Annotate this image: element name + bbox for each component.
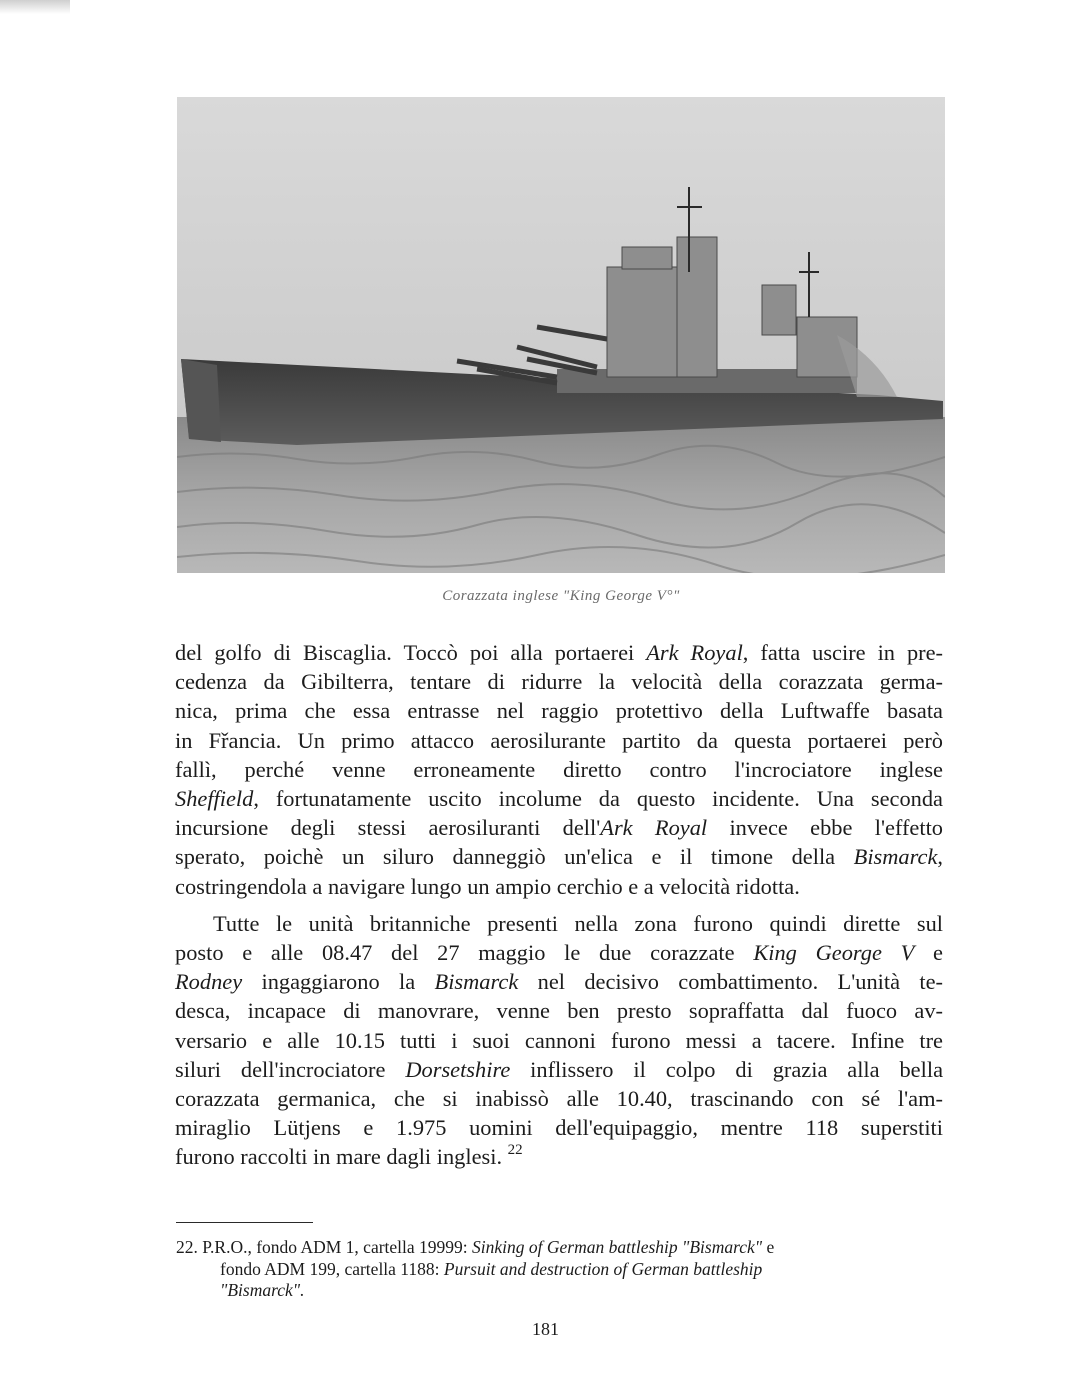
text-line: siluri dell'incrociatore Dorsetshire inflissero il colpo di grazia alla bella xyxy=(175,1056,944,1082)
footnote-divider xyxy=(176,1222,313,1223)
text-line: posto e alle 08.47 del 27 maggio le due corazzate King George V e xyxy=(175,940,943,966)
text-line: incursione degli stessi aerosiluranti dell'Ark Royal invece ebbe l'effetto xyxy=(175,815,943,841)
text-line: desca, incapace di manovrare, venne ben presto sopraffatta dal fuoco av- xyxy=(175,998,943,1024)
battleship-photo xyxy=(177,97,945,573)
text-line: costringendola a navigare lungo un ampio cerchio e a velocità ridotta. xyxy=(175,873,800,899)
text-line: furono raccolti in mare dagli inglesi. $^{22}$ xyxy=(175,1142,523,1170)
figure-caption: Corazzata inglese "King George V°" xyxy=(442,588,680,604)
text-line: corazzata germanica, che si inabissò alle 10.40, trascinando con sé l'am- xyxy=(175,1086,943,1112)
footnote-reference: 22 xyxy=(507,1142,523,1159)
footnote-line: "Bismarck". xyxy=(220,1280,305,1300)
text-line: sperato, poichè un siluro danneggiò un'elica e il timone della Bismarck, xyxy=(175,844,943,870)
text-line: Sheffield, fortunatamente uscito incolume da questo incidente. Una seconda xyxy=(175,786,943,812)
text-line: del golfo di Biscaglia. Toccò poi alla portaerei Ark Royal, fatta uscire in pre- xyxy=(175,640,944,665)
text-line: nica, prima che essa entrasse nel raggio protettivo della Luftwaffe basata xyxy=(175,698,943,724)
text-line: Tutte le unità britanniche presenti nella zona furono quindi dirette sul xyxy=(213,910,943,936)
footnote-line: 22. P.R.O., fondo ADM 1, cartella 19999: Sinking of German battleship "Bismarck" e xyxy=(176,1237,775,1257)
page-number: 181 xyxy=(532,1319,559,1339)
footnote xyxy=(176,1237,946,1302)
footnote-line: fondo ADM 199, cartella 1188: Pursuit and destruction of German battleship xyxy=(220,1258,763,1279)
text-line: cedenza da Gibilterra, tentare di ridurre la velocità della corazzata germa- xyxy=(175,669,943,695)
scan-edge-mark xyxy=(0,0,70,14)
text-line: in Fřancia. Un primo attacco aerosilurante partito da questa portaerei però xyxy=(175,727,943,753)
body-text xyxy=(175,638,943,1176)
text-line: Rodney ingaggiarono la Bismarck nel decisivo combattimento. L'unità te- xyxy=(175,969,944,995)
text-line: fallì, perché venne erroneamente diretto contro l'incrociatore inglese xyxy=(175,756,943,782)
text-line: miraglio Lütjens e 1.975 uomini dell'equipaggio, mentre 118 superstiti xyxy=(175,1115,943,1141)
text-line: versario e alle 10.15 tutti i suoi cannoni furono messi a tacere. Infine tre xyxy=(175,1027,943,1053)
